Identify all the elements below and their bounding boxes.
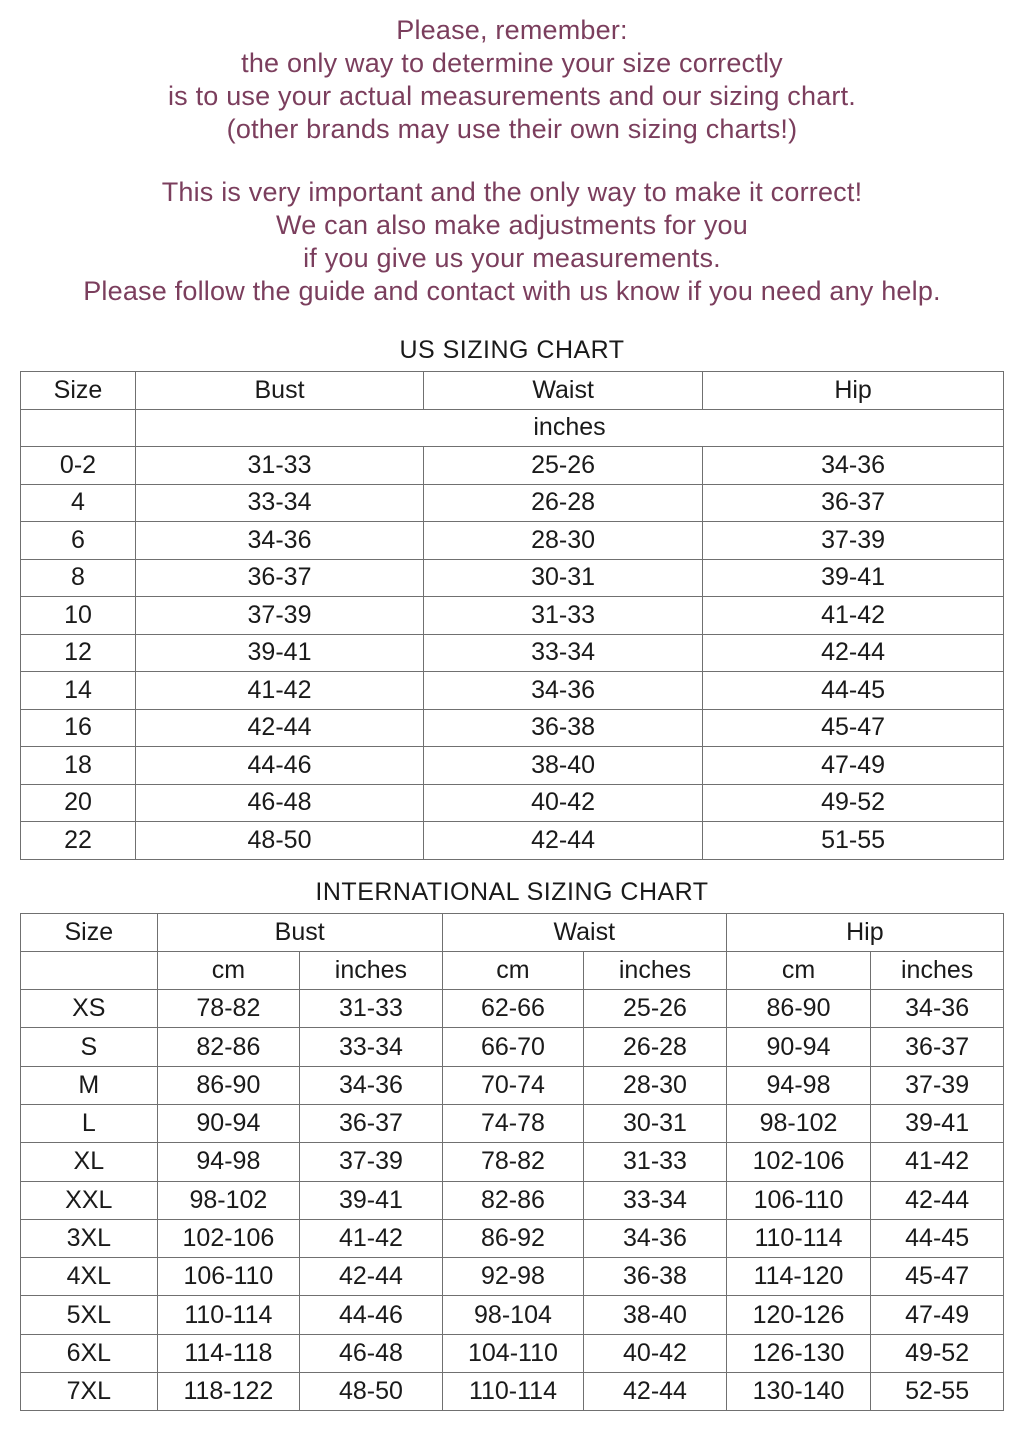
table-cell: 104-110 (442, 1334, 584, 1372)
table-cell: 74-78 (442, 1104, 584, 1142)
table-cell: 110-114 (442, 1373, 584, 1411)
table-cell: 82-86 (157, 1028, 300, 1066)
table-cell: 26-28 (584, 1028, 727, 1066)
table-row (21, 1066, 1004, 1104)
table-cell: 34-36 (424, 672, 703, 710)
table-cell: 6XL (21, 1334, 158, 1372)
table-cell: 33-34 (424, 634, 703, 672)
table-cell: 37-39 (871, 1066, 1004, 1104)
table-cell: 82-86 (442, 1181, 584, 1219)
table-cell: 49-52 (871, 1334, 1004, 1372)
table-cell: 33-34 (136, 484, 424, 522)
unit-label-cm: cm (726, 951, 871, 989)
intro-line: This is very important and the only way to make it correct! (161, 177, 863, 207)
column-header-hip: Hip (726, 913, 1003, 951)
table-cell: 5XL (21, 1296, 158, 1334)
table-cell: 16 (21, 709, 136, 747)
column-header-size: Size (21, 913, 158, 951)
table-cell: 40-42 (584, 1334, 727, 1372)
table-cell: 130-140 (726, 1373, 871, 1411)
table-cell: 36-37 (871, 1028, 1004, 1066)
table-cell: 45-47 (871, 1258, 1004, 1296)
table-cell: 44-45 (703, 672, 1004, 710)
table-cell: 0-2 (21, 447, 136, 485)
table-cell: 42-44 (703, 634, 1004, 672)
table-cell: 118-122 (157, 1373, 300, 1411)
table-cell: 42-44 (136, 709, 424, 747)
us-sizing-table (20, 371, 1004, 860)
intro-paragraph-1 (0, 14, 1024, 146)
intro-line: Please follow the guide and contact with us know if you need any help. (83, 276, 941, 306)
table-row (21, 597, 1004, 635)
table-cell: 39-41 (871, 1104, 1004, 1142)
table-cell: 46-48 (136, 784, 424, 822)
table-cell: 47-49 (871, 1296, 1004, 1334)
table-cell: 114-120 (726, 1258, 871, 1296)
table-row (21, 1373, 1004, 1411)
table-cell: 36-37 (703, 484, 1004, 522)
table-cell: 34-36 (136, 522, 424, 560)
table-cell: XS (21, 990, 158, 1028)
table-cell: 44-45 (871, 1219, 1004, 1257)
table-row (21, 784, 1004, 822)
table-cell: 44-46 (300, 1296, 443, 1334)
unit-label-inches: inches (136, 409, 1004, 447)
table-cell: 37-39 (136, 597, 424, 635)
table-cell: 42-44 (424, 822, 703, 860)
intro-line: (other brands may use their own sizing charts!) (226, 114, 798, 144)
table-cell: 44-46 (136, 747, 424, 785)
us-unit-row (21, 409, 1004, 447)
us-table-body (21, 447, 1004, 860)
table-row (21, 822, 1004, 860)
table-cell: 47-49 (703, 747, 1004, 785)
table-cell: 45-47 (703, 709, 1004, 747)
table-cell: 37-39 (300, 1143, 443, 1181)
empty-cell (21, 951, 158, 989)
table-cell: 120-126 (726, 1296, 871, 1334)
table-row (21, 1219, 1004, 1257)
table-cell: 36-37 (136, 559, 424, 597)
table-row (21, 1296, 1004, 1334)
table-cell: 36-37 (300, 1104, 443, 1142)
table-row (21, 1334, 1004, 1372)
table-row (21, 990, 1004, 1028)
table-cell: 90-94 (157, 1104, 300, 1142)
table-row (21, 634, 1004, 672)
table-cell: 28-30 (584, 1066, 727, 1104)
table-cell: 22 (21, 822, 136, 860)
table-row (21, 1143, 1004, 1181)
unit-label-inches: inches (300, 951, 443, 989)
table-cell: 126-130 (726, 1334, 871, 1372)
table-cell: 114-118 (157, 1334, 300, 1372)
table-row (21, 747, 1004, 785)
table-cell: 110-114 (726, 1219, 871, 1257)
table-cell: 14 (21, 672, 136, 710)
intro-line: is to use your actual measurements and our sizing chart. (167, 81, 857, 111)
table-cell: 51-55 (703, 822, 1004, 860)
column-header-hip: Hip (703, 372, 1004, 410)
table-cell: 106-110 (157, 1258, 300, 1296)
table-cell: 25-26 (584, 990, 727, 1028)
table-row (21, 447, 1004, 485)
table-cell: 33-34 (584, 1181, 727, 1219)
table-row (21, 484, 1004, 522)
table-cell: 36-38 (424, 709, 703, 747)
table-cell: 34-36 (584, 1219, 727, 1257)
table-cell: 94-98 (157, 1143, 300, 1181)
table-row (21, 1104, 1004, 1142)
table-cell: 34-36 (300, 1066, 443, 1104)
table-cell: 38-40 (584, 1296, 727, 1334)
table-row (21, 1028, 1004, 1066)
table-cell: 102-106 (157, 1219, 300, 1257)
table-cell: 18 (21, 747, 136, 785)
table-cell: 70-74 (442, 1066, 584, 1104)
table-cell: 38-40 (424, 747, 703, 785)
table-cell: 30-31 (424, 559, 703, 597)
table-cell: 8 (21, 559, 136, 597)
table-cell: 92-98 (442, 1258, 584, 1296)
table-cell: 31-33 (300, 990, 443, 1028)
table-cell: 31-33 (136, 447, 424, 485)
table-cell: 4 (21, 484, 136, 522)
table-cell: 34-36 (703, 447, 1004, 485)
intl-table-body (21, 990, 1004, 1411)
table-cell: 12 (21, 634, 136, 672)
table-cell: 41-42 (871, 1143, 1004, 1181)
table-cell: 39-41 (300, 1181, 443, 1219)
table-cell: L (21, 1104, 158, 1142)
table-cell: 41-42 (300, 1219, 443, 1257)
table-cell: 39-41 (703, 559, 1004, 597)
unit-label-inches: inches (871, 951, 1004, 989)
table-cell: 28-30 (424, 522, 703, 560)
table-cell: 40-42 (424, 784, 703, 822)
unit-label-cm: cm (442, 951, 584, 989)
table-cell: 98-104 (442, 1296, 584, 1334)
table-cell: 33-34 (300, 1028, 443, 1066)
table-cell: XL (21, 1143, 158, 1181)
unit-label-inches: inches (584, 951, 727, 989)
table-cell: 20 (21, 784, 136, 822)
table-cell: 6 (21, 522, 136, 560)
table-cell: S (21, 1028, 158, 1066)
intl-header-row (21, 913, 1004, 951)
column-header-waist: Waist (442, 913, 726, 951)
table-cell: 66-70 (442, 1028, 584, 1066)
table-cell: 52-55 (871, 1373, 1004, 1411)
table-cell: 4XL (21, 1258, 158, 1296)
table-cell: 31-33 (424, 597, 703, 635)
column-header-size: Size (21, 372, 136, 410)
table-cell: 3XL (21, 1219, 158, 1257)
table-cell: 42-44 (584, 1373, 727, 1411)
intro-paragraph-2 (0, 176, 1024, 308)
column-header-bust: Bust (157, 913, 442, 951)
column-header-bust: Bust (136, 372, 424, 410)
intro-line: if you give us your measurements. (303, 243, 721, 273)
table-cell: 41-42 (703, 597, 1004, 635)
intro-text-block (0, 0, 1024, 308)
table-cell: 26-28 (424, 484, 703, 522)
table-row (21, 559, 1004, 597)
intro-line: the only way to determine your size correctly (241, 48, 783, 78)
empty-cell (21, 409, 136, 447)
table-cell: 106-110 (726, 1181, 871, 1219)
table-cell: 78-82 (442, 1143, 584, 1181)
table-cell: 102-106 (726, 1143, 871, 1181)
table-row (21, 1258, 1004, 1296)
table-cell: XXL (21, 1181, 158, 1219)
table-cell: 10 (21, 597, 136, 635)
international-chart-title: INTERNATIONAL SIZING CHART (315, 877, 709, 906)
table-cell: 48-50 (136, 822, 424, 860)
table-cell: 98-102 (157, 1181, 300, 1219)
table-row (21, 672, 1004, 710)
table-row (21, 522, 1004, 560)
table-cell: 42-44 (300, 1258, 443, 1296)
table-cell: 36-38 (584, 1258, 727, 1296)
table-cell: 25-26 (424, 447, 703, 485)
table-cell: 49-52 (703, 784, 1004, 822)
table-cell: 39-41 (136, 634, 424, 672)
table-cell: 98-102 (726, 1104, 871, 1142)
intl-unit-row (21, 951, 1004, 989)
column-header-waist: Waist (424, 372, 703, 410)
table-cell: 37-39 (703, 522, 1004, 560)
table-cell: 46-48 (300, 1334, 443, 1372)
us-chart-title: US SIZING CHART (399, 336, 625, 364)
table-cell: 34-36 (871, 990, 1004, 1028)
table-cell: 30-31 (584, 1104, 727, 1142)
table-row (21, 1181, 1004, 1219)
intro-line: Please, remember: (396, 15, 628, 45)
intro-line: We can also make adjustments for you (276, 210, 748, 240)
table-cell: M (21, 1066, 158, 1104)
table-cell: 62-66 (442, 990, 584, 1028)
us-header-row (21, 372, 1004, 410)
table-cell: 48-50 (300, 1373, 443, 1411)
table-cell: 86-90 (157, 1066, 300, 1104)
table-cell: 42-44 (871, 1181, 1004, 1219)
table-cell: 110-114 (157, 1296, 300, 1334)
international-sizing-table (20, 913, 1004, 1412)
table-cell: 86-90 (726, 990, 871, 1028)
table-cell: 90-94 (726, 1028, 871, 1066)
table-cell: 86-92 (442, 1219, 584, 1257)
table-cell: 41-42 (136, 672, 424, 710)
table-row (21, 709, 1004, 747)
table-cell: 31-33 (584, 1143, 727, 1181)
table-cell: 7XL (21, 1373, 158, 1411)
table-cell: 94-98 (726, 1066, 871, 1104)
unit-label-cm: cm (157, 951, 300, 989)
table-cell: 78-82 (157, 990, 300, 1028)
